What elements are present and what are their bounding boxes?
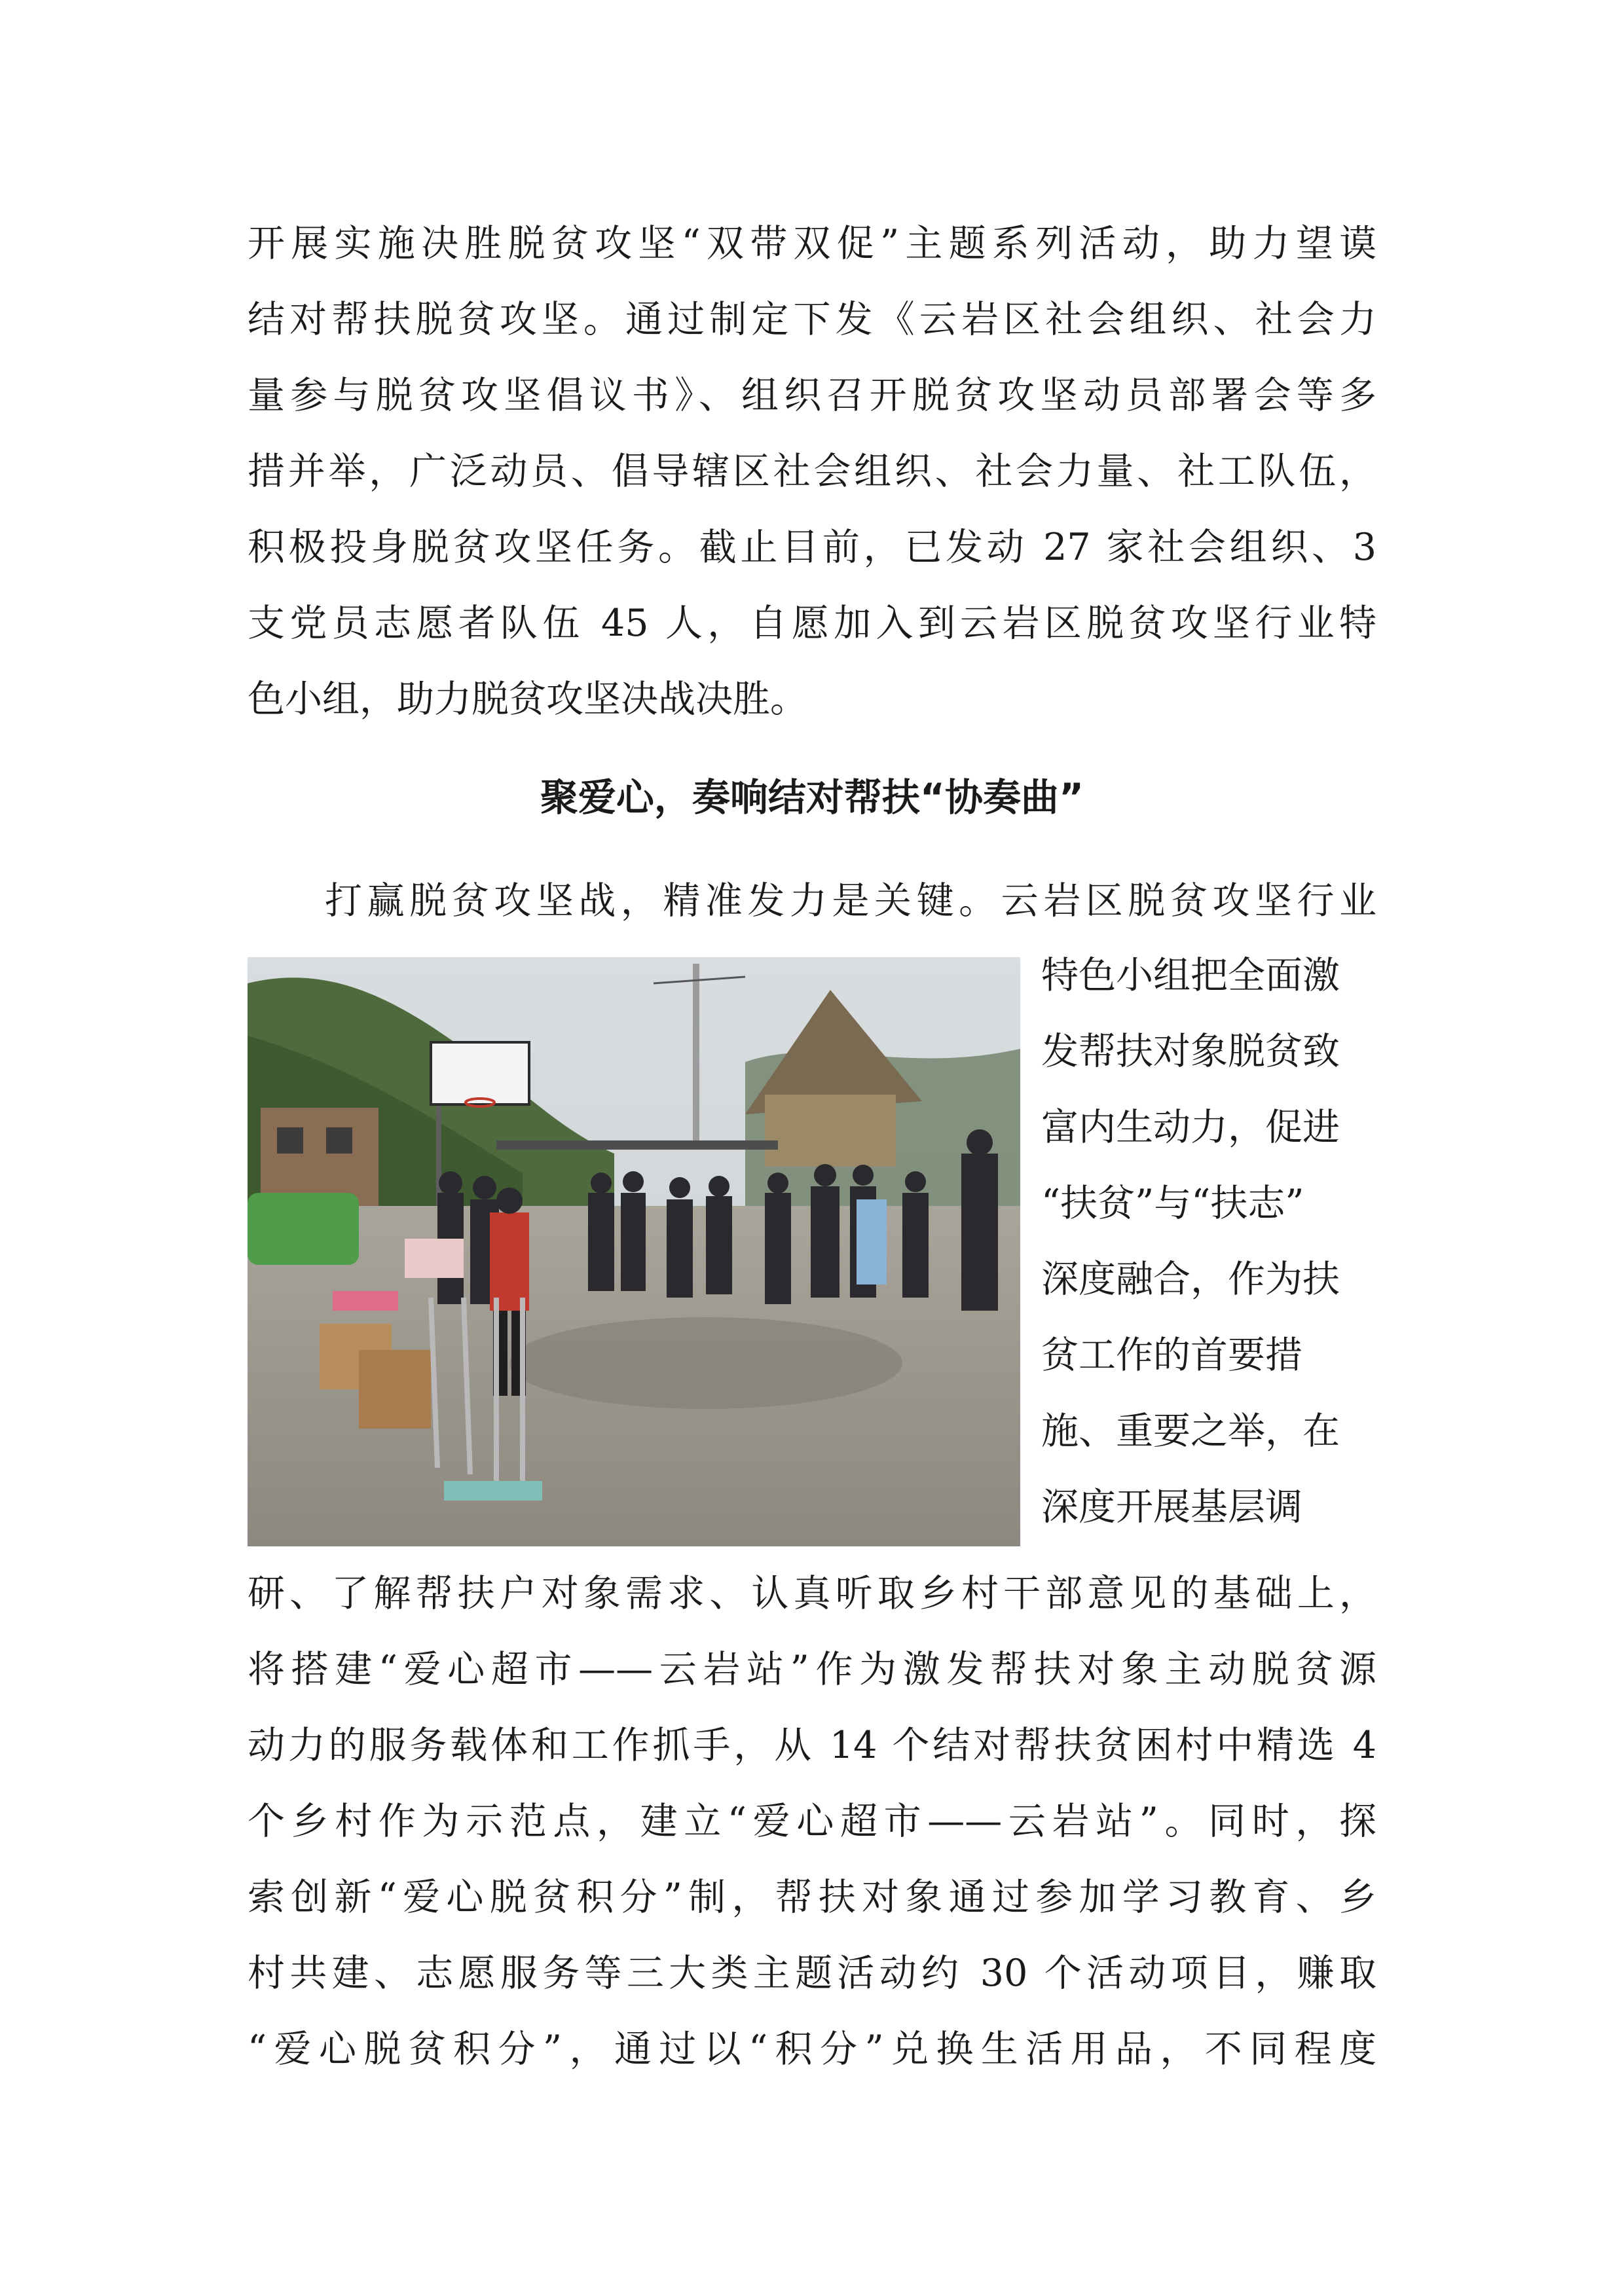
body-line: “爱心脱贫积分”，通过以“积分”兑换生活用品，不同程度 xyxy=(248,2028,1376,2071)
body-line: 村共建、志愿服务等三大类主题活动约 30 个活动项目，赚取 xyxy=(248,1952,1376,1995)
section-heading: 聚爱心，奏响结对帮扶“协奏曲” xyxy=(540,775,1084,820)
body-line: 动力的服务载体和工作抓手，从 14 个结对帮扶贫困村中精选 4 xyxy=(248,1724,1376,1767)
side-line: 发帮扶对象脱贫致 xyxy=(1041,1030,1340,1073)
event-photo xyxy=(248,957,1020,1546)
side-line: 施、重要之举，在 xyxy=(1041,1410,1340,1453)
side-line: 特色小组把全面激 xyxy=(1041,954,1340,997)
body-line: 将搭建“爱心超市——云岩站”作为激发帮扶对象主动脱贫源 xyxy=(248,1648,1376,1691)
side-line: 深度开展基层调 xyxy=(1041,1485,1302,1529)
intro-line: 量参与脱贫攻坚倡议书》、组织召开脱贫攻坚动员部署会等多 xyxy=(248,374,1376,417)
side-line: 深度融合，作为扶 xyxy=(1041,1258,1340,1301)
side-line: “扶贫”与“扶志” xyxy=(1041,1182,1304,1225)
side-line: 贫工作的首要措 xyxy=(1041,1334,1302,1377)
intro-line: 结对帮扶脱贫攻坚。通过制定下发《云岩区社会组织、社会力 xyxy=(248,298,1376,341)
body-line: 个乡村作为示范点，建立“爱心超市——云岩站”。同时，探 xyxy=(248,1800,1376,1843)
side-line: 富内生动力，促进 xyxy=(1041,1106,1340,1149)
body-line: 索创新“爱心脱贫积分”制，帮扶对象通过参加学习教育、乡 xyxy=(248,1876,1376,1919)
intro-line: 积极投身脱贫攻坚任务。截止目前，已发动 27 家社会组织、3 xyxy=(248,526,1376,569)
intro-line: 支党员志愿者队伍 45 人，自愿加入到云岩区脱贫攻坚行业特 xyxy=(248,602,1377,645)
body-line: 研、了解帮扶户对象需求、认真听取乡村干部意见的基础上， xyxy=(248,1572,1376,1615)
section-first-line: 打赢脱贫攻坚战，精准发力是关键。云岩区脱贫攻坚行业 xyxy=(325,879,1376,922)
intro-line: 措并举，广泛动员、倡导辖区社会组织、社会力量、社工队伍， xyxy=(248,450,1376,493)
intro-line: 色小组，助力脱贫攻坚决战决胜。 xyxy=(248,678,807,721)
intro-line: 开展实施决胜脱贫攻坚“双带双促”主题系列活动，助力望谟 xyxy=(248,222,1376,265)
